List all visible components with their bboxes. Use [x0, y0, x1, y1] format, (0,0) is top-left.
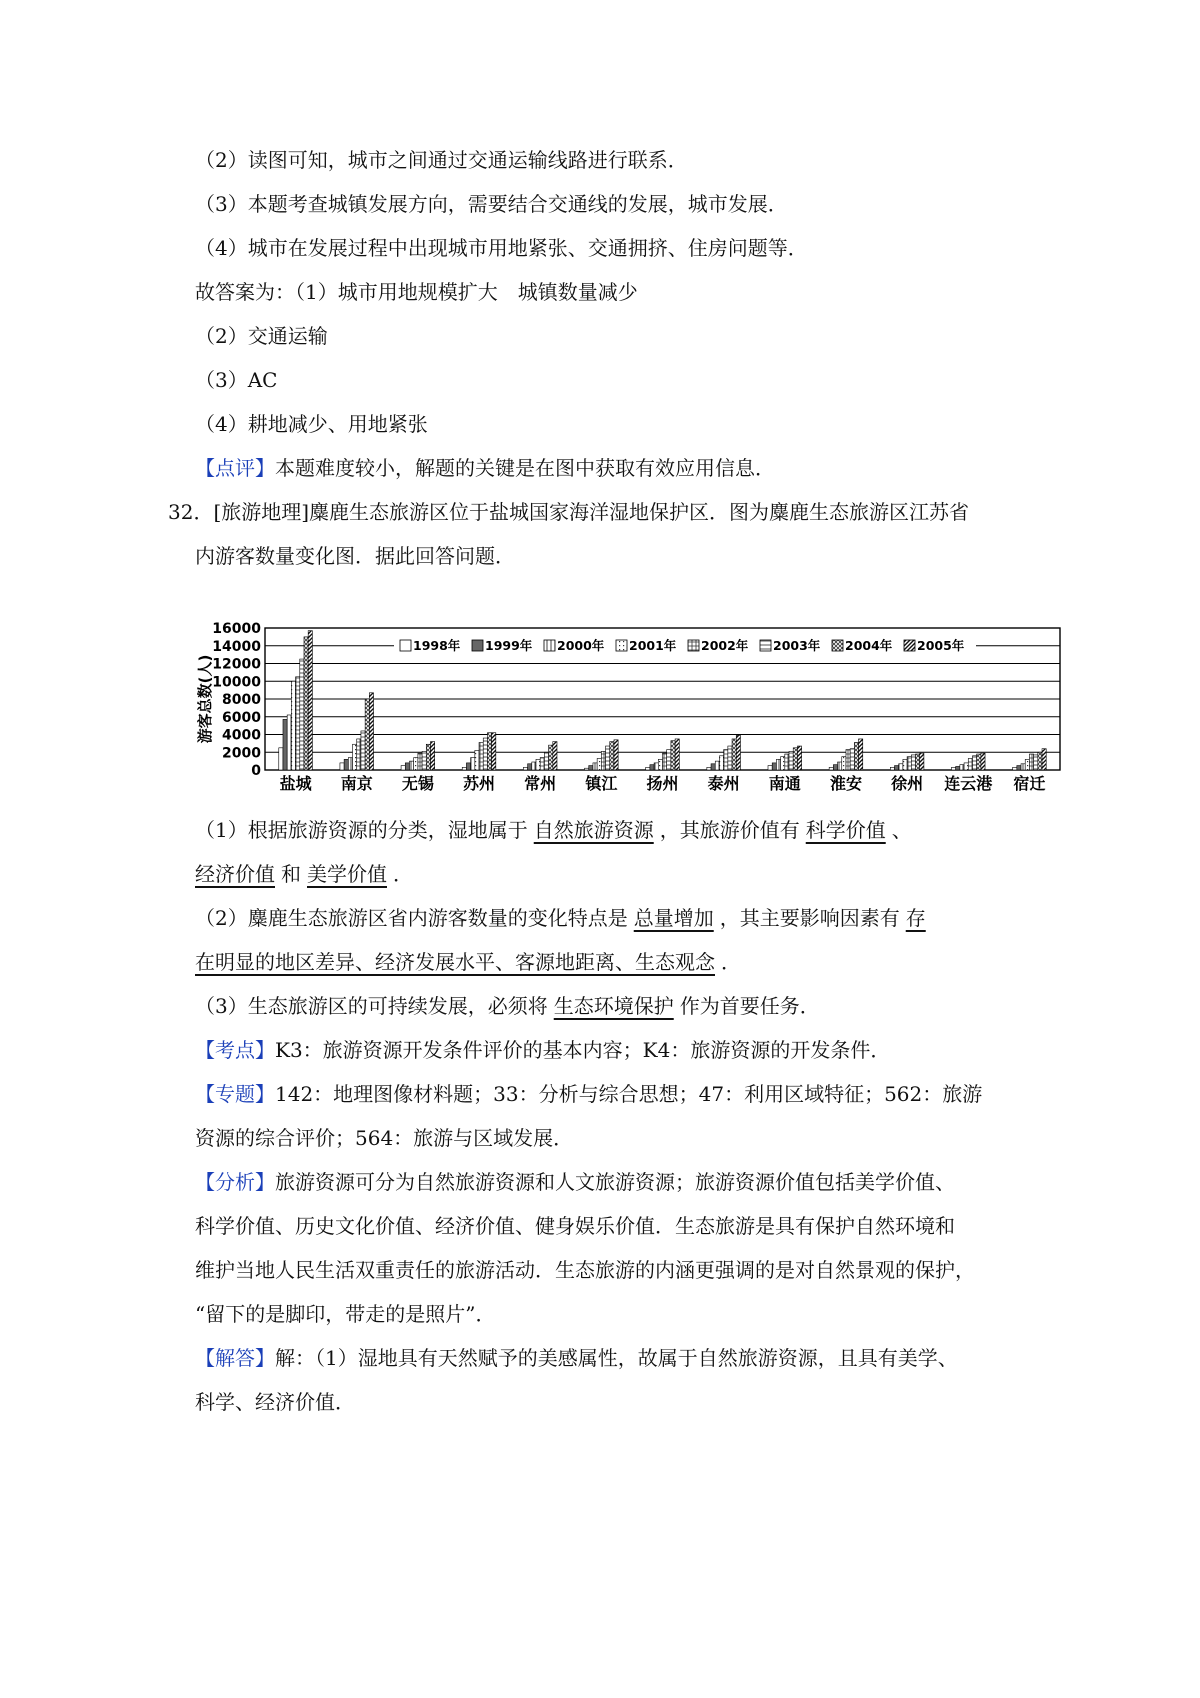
bar: [361, 731, 365, 770]
bar: [650, 765, 654, 770]
part2-text-c: ，其主要影响因素有: [719, 906, 900, 930]
legend-swatch: [472, 640, 483, 651]
legend-label: 2004年: [845, 638, 893, 653]
y-tick-label: 14000: [212, 638, 261, 655]
bar: [300, 659, 304, 770]
bar: [479, 742, 483, 770]
bar: [829, 767, 833, 770]
bar: [707, 767, 711, 770]
blank-factors-start: 存: [905, 906, 926, 930]
bar: [736, 735, 740, 770]
bar: [283, 719, 287, 770]
y-tick-label: 2000: [222, 745, 261, 762]
blank-natural-resource: 自然旅游资源: [533, 818, 654, 842]
bar: [597, 758, 601, 770]
y-tick-label: 6000: [222, 709, 261, 726]
legend-label: 2002年: [701, 638, 749, 653]
y-tick-label: 16000: [212, 621, 261, 637]
part3-text-c: 作为首要任务．: [679, 994, 820, 1018]
bar: [1034, 755, 1038, 770]
x-category-label: 南京: [340, 774, 373, 793]
blank-total-increase: 总量增加: [633, 906, 714, 930]
bar: [654, 763, 658, 770]
blank-eco-protection: 生态环境保护: [553, 994, 674, 1018]
bar: [414, 758, 418, 770]
bar: [724, 750, 728, 770]
x-category-label: 常州: [524, 774, 557, 793]
fenxi-line-2: 科学价值、历史文化价值、经济价值、健身娱乐价值．生态旅游是具有保护自然环境和: [195, 1214, 955, 1238]
blank-factors: 在明显的地区差异、经济发展水平、客源地距离、生态观念: [195, 950, 715, 974]
bar: [781, 757, 785, 770]
bar: [553, 742, 557, 770]
zhuanti-line-1: [195, 1081, 982, 1107]
bar: [859, 739, 863, 770]
comment-line: [195, 455, 775, 481]
bar: [667, 750, 671, 770]
blank-economic-value: 经济价值: [195, 862, 275, 886]
bar: [842, 757, 846, 770]
final-answer-3: （3）AC: [195, 368, 278, 392]
answer-line-4: （4）城市在发展过程中出现城市用地紧张、交通拥挤、住房问题等．: [195, 236, 808, 260]
jieda-line-1: [195, 1345, 958, 1371]
bar: [340, 763, 344, 770]
part1-text-a: （1）根据旅游资源的分类，湿地属于: [195, 818, 528, 842]
final-answer-line: 故答案为：（1）城市用地规模扩大 城镇数量减少: [195, 280, 638, 304]
bar: [426, 744, 430, 770]
y-tick-label: 8000: [222, 692, 261, 708]
x-category-label: 无锡: [401, 774, 434, 793]
fenxi-line-1: [195, 1169, 955, 1195]
bar: [430, 742, 434, 770]
jieda-line-2: 科学、经济价值．: [195, 1390, 355, 1414]
bar: [1025, 759, 1029, 770]
bar: [850, 749, 854, 770]
bar: [540, 758, 544, 770]
bar: [981, 753, 985, 770]
bar: [951, 767, 955, 770]
legend-swatch: [760, 640, 771, 651]
x-category-label: 扬州: [646, 774, 679, 793]
part1-text-e: 和: [281, 862, 301, 886]
bar: [287, 715, 291, 770]
bar: [475, 750, 479, 770]
bar: [968, 758, 972, 770]
bar: [907, 757, 911, 770]
bar: [471, 758, 475, 770]
blank-science-value: 科学价值: [805, 818, 886, 842]
x-category-label: 盐城: [279, 774, 312, 793]
part2-text-a: （2）麋鹿生态旅游区省内游客数量的变化特点是: [195, 906, 628, 930]
bar: [890, 767, 894, 770]
x-category-label: 南通: [768, 774, 801, 793]
legend-label: 2005年: [917, 638, 965, 653]
fenxi-tag: 【分析】: [195, 1170, 275, 1194]
bar: [304, 637, 308, 770]
jieda-tag: 【解答】: [195, 1346, 275, 1370]
question-32-stem: [168, 499, 969, 525]
part1-text-f: ．: [393, 862, 413, 886]
legend-swatch: [400, 640, 411, 651]
answer-line-3: （3）本题考查城镇发展方向，需要结合交通线的发展，城市发展．: [195, 192, 788, 216]
blank-aesthetic-value: 美学价值: [307, 862, 387, 886]
bar: [544, 752, 548, 770]
bar: [776, 759, 780, 770]
bar: [899, 764, 903, 770]
comment-tag: 【点评】: [195, 456, 275, 480]
bar: [528, 764, 532, 770]
bar: [405, 763, 409, 770]
bar: [409, 761, 413, 770]
bar: [772, 763, 776, 770]
answer-line-2: （2）读图可知，城市之间通过交通运输线路进行联系．: [195, 148, 688, 172]
bar: [1021, 764, 1025, 770]
bar: [308, 631, 312, 770]
bar: [671, 741, 675, 770]
x-category-label: 徐州: [891, 774, 924, 793]
bar: [549, 745, 553, 770]
bar: [593, 763, 597, 770]
part1-text-d: 、: [891, 818, 912, 842]
jieda-text-1: 解：（1）湿地具有天然赋予的美感属性，故属于自然旅游资源，且具有美学、: [275, 1346, 958, 1370]
x-category-label: 淮安: [829, 774, 862, 793]
bar: [357, 739, 361, 770]
comment-text: 本题难度较小，解题的关键是在图中获取有效应用信息．: [275, 456, 775, 480]
legend-label: 2001年: [629, 638, 677, 653]
bar: [956, 766, 960, 770]
bar: [972, 756, 976, 770]
legend-label: 2000年: [557, 638, 605, 653]
bar: [1029, 754, 1033, 770]
bar: [606, 746, 610, 770]
bar: [532, 762, 536, 770]
bar: [353, 744, 357, 770]
x-category-label: 宿迁: [1013, 774, 1046, 793]
bar: [589, 766, 593, 770]
question-number: 32．: [168, 500, 214, 524]
y-tick-label: 12000: [212, 656, 261, 673]
bar: [920, 753, 924, 770]
bar: [348, 758, 352, 770]
bar: [663, 753, 667, 770]
bar: [492, 733, 496, 770]
bar: [785, 754, 789, 770]
part3-line: [195, 993, 820, 1019]
bar: [1038, 752, 1042, 770]
bar: [536, 759, 540, 770]
x-category-label: 苏州: [463, 774, 496, 793]
part1-text-c: ，其旅游价值有: [659, 818, 800, 842]
bar: [614, 740, 618, 770]
bar: [977, 754, 981, 770]
part1-line-b: [195, 861, 413, 887]
bar: [658, 759, 662, 770]
bar: [466, 763, 470, 770]
part1-line-a: [195, 817, 912, 843]
bar: [911, 755, 915, 770]
bar: [401, 766, 405, 770]
bar: [797, 746, 801, 770]
kaodian-line: [195, 1037, 890, 1063]
bar: [344, 759, 348, 770]
bar: [916, 754, 920, 770]
x-category-label: 连云港: [944, 774, 993, 793]
y-axis-label: 游客总数(人): [196, 654, 214, 744]
zhuanti-line-2: 资源的综合评价；564：旅游与区域发展．: [195, 1126, 574, 1150]
bar: [601, 751, 605, 770]
zhuanti-tag: 【专题】: [195, 1082, 275, 1106]
bar: [960, 765, 964, 770]
bar: [296, 677, 300, 770]
question-stem-1: [旅游地理]麋鹿生态旅游区位于盐城国家海洋湿地保护区．图为麋鹿生态旅游区江苏省: [213, 500, 970, 524]
x-category-label: 泰州: [707, 774, 740, 793]
fenxi-line-3: 维护当地人民生活双重责任的旅游活动．生态旅游的内涵更强调的是对自然景观的保护，: [195, 1258, 975, 1282]
bar: [833, 765, 837, 770]
final-answer-2: （2）交通运输: [195, 324, 328, 348]
bar: [610, 742, 614, 770]
bar: [675, 739, 679, 770]
legend-swatch: [832, 640, 843, 651]
fenxi-line-4: “留下的是脚印，带走的是照片”．: [195, 1302, 496, 1326]
bar: [462, 767, 466, 770]
y-tick-label: 0: [251, 763, 261, 779]
bar: [732, 739, 736, 770]
question-stem-2: 内游客数量变化图．据此回答问题．: [195, 544, 515, 568]
legend-swatch: [688, 640, 699, 651]
part3-text-a: （3）生态旅游区的可持续发展，必须将: [195, 994, 548, 1018]
bar: [291, 681, 295, 770]
bar: [422, 751, 426, 770]
bar: [1042, 749, 1046, 770]
x-category-label: 镇江: [585, 774, 618, 793]
bar: [646, 767, 650, 770]
bar: [418, 753, 422, 770]
bar: [365, 699, 369, 770]
bar: [854, 742, 858, 770]
bar: [1013, 767, 1017, 770]
part2-text-d: ．: [721, 950, 741, 974]
bar: [487, 733, 491, 770]
bar: [523, 767, 527, 770]
bar: [964, 763, 968, 770]
legend-label: 1999年: [485, 638, 533, 653]
bar: [715, 761, 719, 770]
kaodian-tag: 【考点】: [195, 1038, 275, 1062]
bar: [789, 751, 793, 770]
final-answer-4: （4）耕地减少、用地紧张: [195, 412, 428, 436]
bar: [903, 759, 907, 770]
bar: [793, 748, 797, 770]
y-tick-label: 4000: [222, 727, 261, 744]
fenxi-text-1: 旅游资源可分为自然旅游资源和人文旅游资源；旅游资源价值包括美学价值、: [275, 1170, 955, 1194]
legend-swatch: [544, 640, 555, 651]
legend-label: 2003年: [773, 638, 821, 653]
bar: [711, 764, 715, 770]
bar: [846, 750, 850, 770]
bar: [1017, 766, 1021, 770]
bar: [369, 693, 373, 770]
y-tick-label: 10000: [212, 674, 261, 691]
legend-label: 1998年: [413, 638, 461, 653]
part2-line-b: [195, 949, 741, 975]
bar: [719, 756, 723, 770]
bar: [838, 762, 842, 770]
bar: [728, 746, 732, 770]
part2-line-a: [195, 905, 932, 931]
zhuanti-text-1: 142：地理图像材料题；33：分析与综合思想；47：利用区域特征；562：旅游: [275, 1082, 983, 1106]
bar: [585, 768, 589, 770]
bar: [279, 748, 283, 770]
bar: [768, 766, 772, 770]
bar: [895, 766, 899, 770]
legend-swatch: [904, 640, 915, 651]
bar: [483, 738, 487, 770]
kaodian-text: K3：旅游资源开发条件评价的基本内容；K4：旅游资源的开发条件．: [275, 1038, 891, 1062]
legend-swatch: [616, 640, 627, 651]
